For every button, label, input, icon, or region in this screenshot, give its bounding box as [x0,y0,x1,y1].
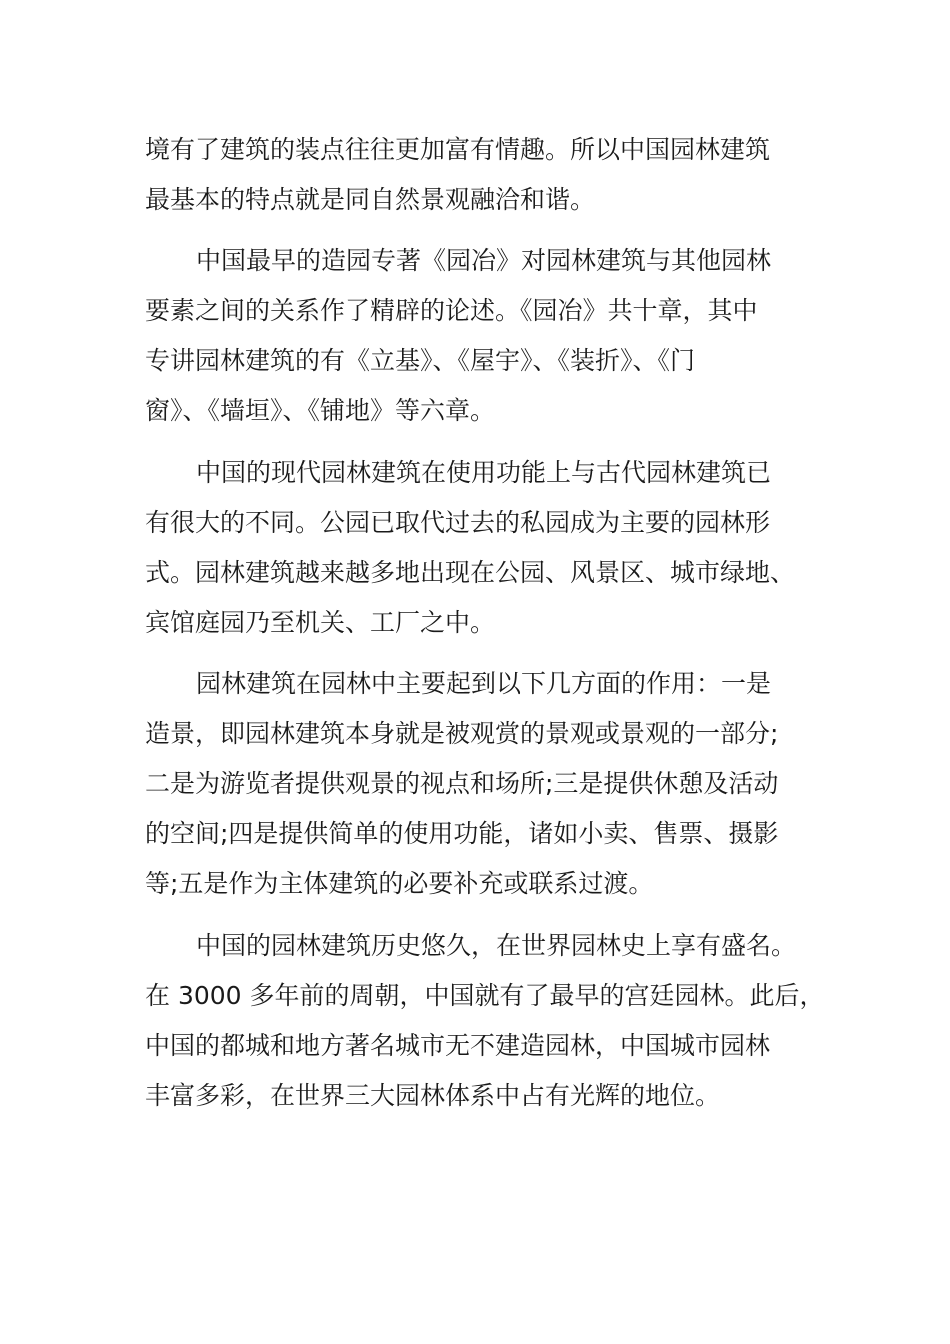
paragraph-line: 中国的都城和地方著名城市无不建造园林，中国城市园林 [145,1031,771,1060]
paragraph-line: 等;五是作为主体建筑的必要补充或联系过渡。 [145,869,654,898]
paragraph-line: 境有了建筑的装点往往更加富有情趣。所以中国园林建筑 [145,135,771,164]
paragraph-line: 中国的现代园林建筑在使用功能上与古代园林建筑已 [196,458,772,487]
paragraph-line: 中国的园林建筑历史悠久，在世界园林史上享有盛名。 [196,931,797,960]
paragraph-line: 有很大的不同。公园已取代过去的私园成为主要的园林形 [145,508,771,537]
paragraph-line: 宾馆庭园乃至机关、工厂之中。 [145,608,496,637]
paragraph-line: 要素之间的关系作了精辟的论述。《园冶》共十章，其中 [145,296,758,325]
paragraph-line: 窗》、《墙垣》、《铺地》等六章。 [145,396,496,425]
paragraph-line: 园林建筑在园林中主要起到以下几方面的作用：一是 [196,669,772,698]
paragraph-line: 造景，即园林建筑本身就是被观赏的景观或景观的一部分; [145,719,779,748]
paragraph-line: 的空间;四是提供简单的使用功能，诸如小卖、售票、摄影 [145,819,779,848]
paragraph-line: 丰富多彩，在世界三大园林体系中占有光辉的地位。 [145,1081,721,1110]
paragraph-line: 在 3000 多年前的周朝，中国就有了最早的宫廷园林。此后， [145,981,825,1010]
paragraph-line: 式。园林建筑越来越多地出现在公园、风景区、城市绿地、 [145,558,796,587]
paragraph-line: 专讲园林建筑的有《立基》、《屋宇》、《装折》、《门 [145,346,696,375]
paragraph-line: 中国最早的造园专著《园冶》对园林建筑与其他园林 [196,246,772,275]
paragraph-line: 二是为游览者提供观景的视点和场所;三是提供休憩及活动 [145,769,779,798]
paragraph-line: 最基本的特点就是同自然景观融洽和谐。 [145,185,596,214]
